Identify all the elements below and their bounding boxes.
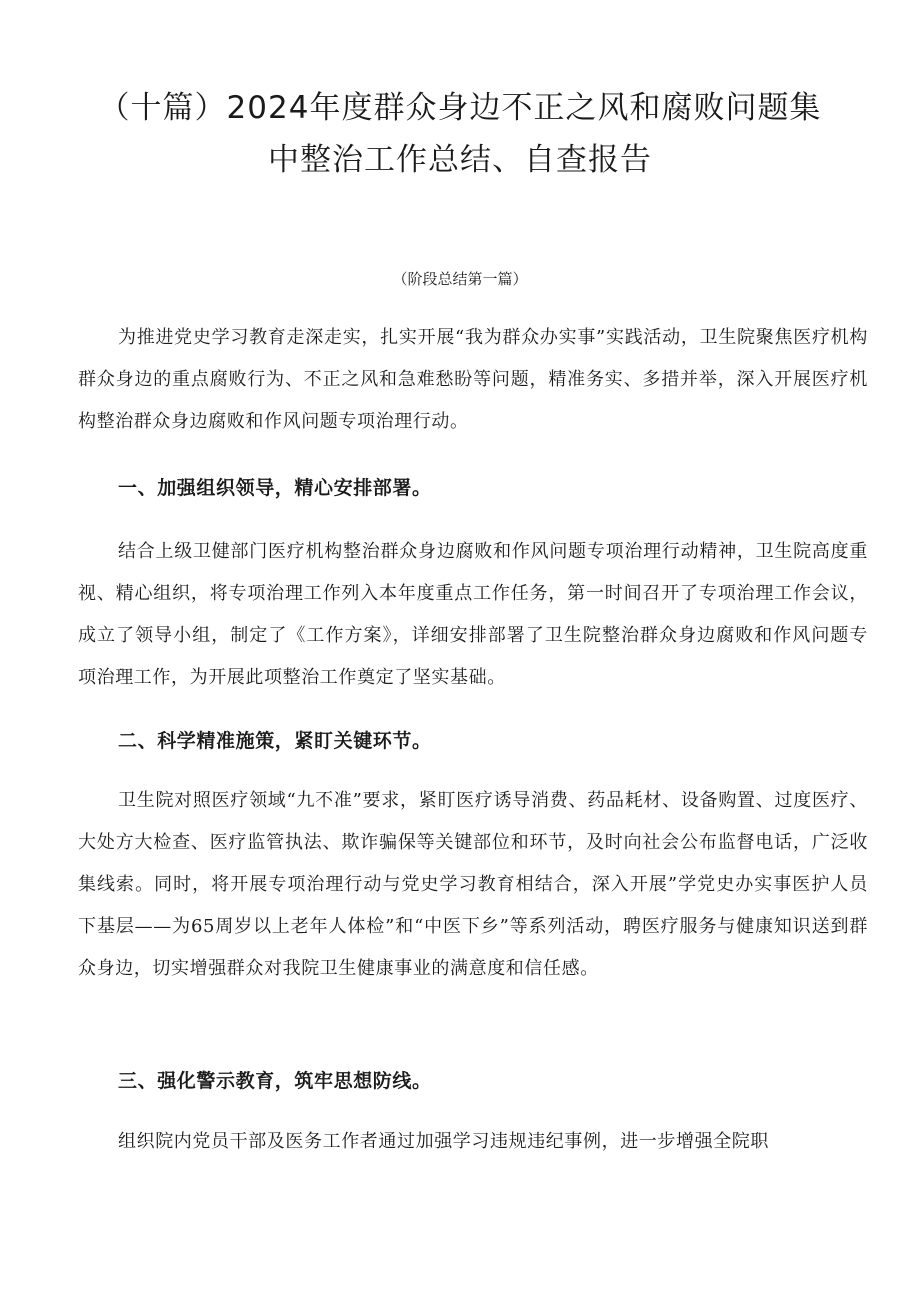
intro-paragraph: 为推进党史学习教育走深走实，扎实开展“我为群众办实事”实践活动，卫生院聚焦医疗机构群众身边的重点腐败行为、不正之风和急难愁盼等问题，精准务实、多措并举，深入开展医疗机构整治群众身边腐败和作风问题专项治理行动。 — [78, 327, 868, 432]
section-heading-3: 三、强化警示教育，筑牢思想防线。 — [118, 1070, 432, 1092]
section-1-paragraph: 结合上级卫健部门医疗机构整治群众身边腐败和作风问题专项治理行动精神，卫生院高度重视、精心组织，将专项治理工作列入本年度重点工作任务，第一时间召开了专项治理工作会议，成立了领导小组，制定了《工作方案》，详细安排部署了卫生院整治群众身边腐败和作风问题专项治理工作，为开展此项整治工作奠定了坚实基础。 — [78, 541, 868, 688]
title-line-2: 中整治工作总结、自查报告 — [268, 142, 652, 178]
document-subtitle: （阶段总结第一篇） — [392, 270, 528, 288]
section-2-paragraph: 卫生院对照医疗领域“九不准”要求，紧盯医疗诱导消费、药品耗材、设备购置、过度医疗、大处方大检查、医疗监管执法、欺诈骗保等关键部位和环节，及时向社会公布监督电话，广泛收集线索。同时，将开展专项治理行动与党史学习教育相结合，深入开展”学党史办实事医护人员下基层——为65周岁以上老年人体检”和“中医下乡”等系列活动，聘医疗服务与健康知识送到群众身边，切实增强群众对我院卫生健康事业的满意度和信任感。 — [78, 790, 868, 979]
section-heading-1: 一、加强组织领导，精心安排部署。 — [118, 477, 432, 499]
document-title — [60, 82, 860, 186]
section-heading-2: 二、科学精准施策，紧盯关键环节。 — [118, 730, 432, 752]
title-line-1: （十篇）2024年度群众身边不正之风和腐败问题集 — [98, 90, 822, 126]
section-3-paragraph: 组织院内党员干部及医务工作者通过加强学习违规违纪事例，进一步增强全院职 — [118, 1131, 769, 1152]
